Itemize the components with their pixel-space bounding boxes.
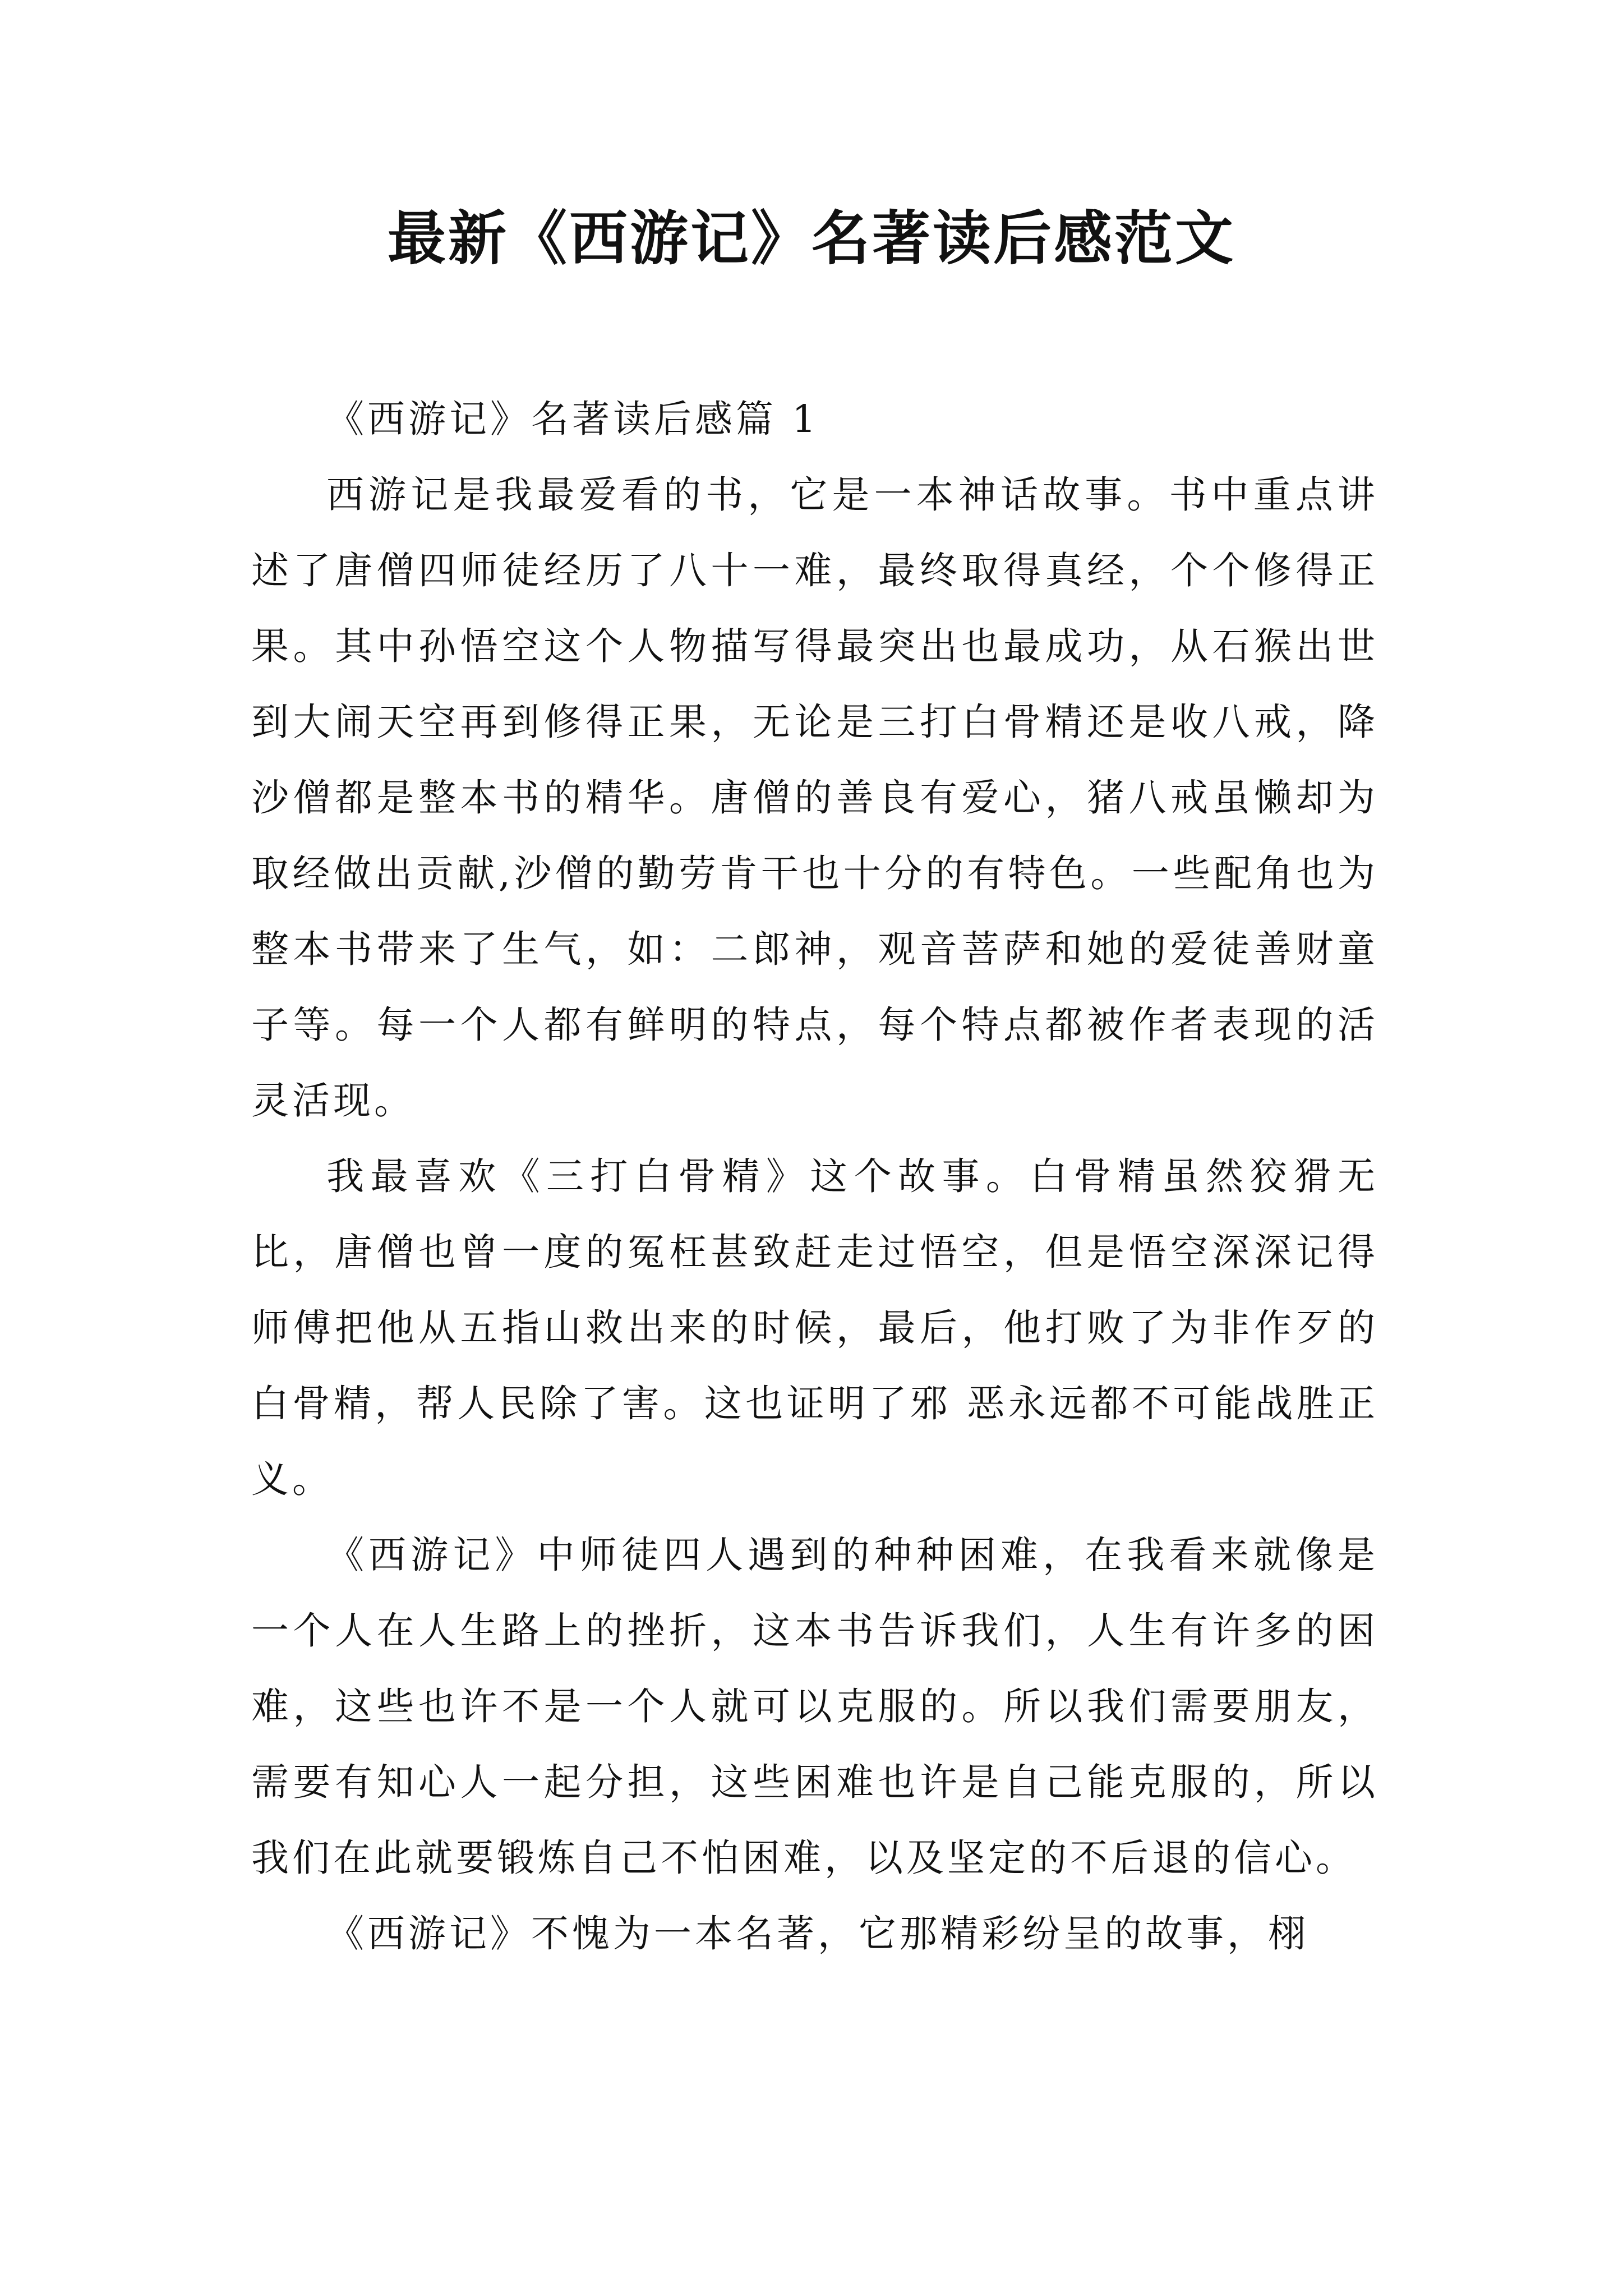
section-heading: 《西游记》名著读后感篇 1	[326, 397, 819, 441]
document-title: 最新《西游记》名著读后感范文	[387, 204, 1235, 273]
paragraph-4: 《西游记》不愧为一本名著，它那精彩纷呈的故事，栩	[326, 1912, 1309, 1955]
paragraph-2: 我最喜欢《三打白骨精》这个故事。白骨精虽然狡猾无比，唐僧也曾一度的冤枉甚致赶走过悟空，但是悟空深深记得师傅把他从五指山救出来的时候，最后，他打败了为非作歹的白骨精，帮人民除了害。这也证明了邪 恶永远都不可能战胜正义。	[251, 1154, 1378, 1501]
paragraph-1: 西游记是我最爱看的书，它是一本神话故事。书中重点讲述了唐僧四师徒经历了八十一难，最终取得真经，个个修得正果。其中孙悟空这个人物描写得最突出也最成功，从石猴出世到大闹天空再到修得正果，无论是三打白骨精还是收八戒，降沙僧都是整本书的精华。唐僧的善良有爱心，猪八戒虽懒却为取经做出贡献,沙僧的勤劳肯干也十分的有特色。一些配角也为整本书带来了生气，如：二郎神，观音菩萨和她的爱徒善财童子等。每一个人都有鲜明的特点，每个特点都被作者表现的活灵活现。	[251, 473, 1378, 1122]
paragraph-3: 《西游记》中师徒四人遇到的种种困难，在我看来就像是一个人在人生路上的挫折，这本书告诉我们，人生有许多的困难，这些也许不是一个人就可以克服的。所以我们需要朋友，需要有知心人一起分担，这些困难也许是自己能克服的，所以我们在此就要锻炼自己不怕困难，以及坚定的不后退的信心。	[251, 1533, 1378, 1880]
document-body	[251, 381, 1378, 1972]
